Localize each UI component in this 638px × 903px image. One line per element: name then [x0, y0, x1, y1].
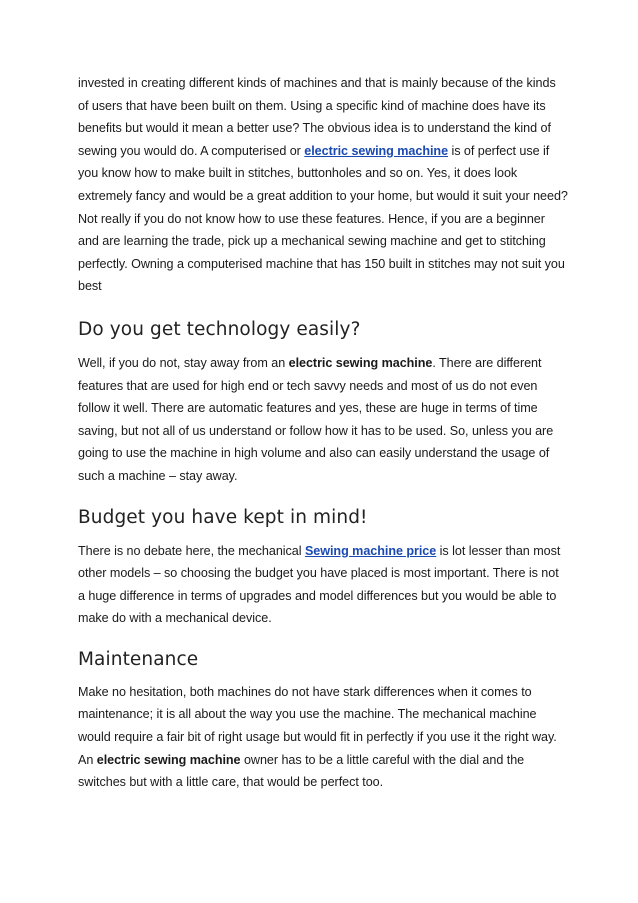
maintenance-heading: Maintenance: [78, 648, 199, 670]
budget-text-1: There is no debate here, the mechanical: [78, 543, 305, 558]
technology-paragraph: [78, 352, 568, 488]
document-page: [78, 72, 568, 794]
technology-heading: Do you get technology easily?: [78, 318, 361, 340]
technology-text-1: Well, if you do not, stay away from an: [78, 355, 289, 370]
budget-paragraph: [78, 540, 568, 630]
technology-text-2: . There are different features that are used for high end or tech savvy needs and most of us do not even follow it well. There are automatic features and yes, these are huge in terms of time saving, but not all of us understand or follow how it has to be used. So, unless you are going to use the machine in high volume and also can easily understand the usage of such a machine – stay away.: [78, 355, 554, 483]
sewing-machine-price-link[interactable]: Sewing machine price: [304, 543, 437, 558]
maintenance-paragraph: [78, 681, 568, 794]
intro-paragraph: [78, 72, 568, 298]
maintenance-text-2: owner has to be a little careful with the dial and the switches but with a little care, that would be perfect too.: [78, 752, 525, 790]
budget-text-2: is lot lesser than most other models – so choosing the budget you have placed is most important. There is not a huge difference in terms of upgrades and model differences but you would be able to make do with a mechanical device.: [78, 543, 561, 626]
technology-bold-term: electric sewing machine: [288, 355, 433, 370]
electric-sewing-machine-link[interactable]: electric sewing machine: [304, 143, 449, 158]
budget-heading: Budget you have kept in mind!: [78, 506, 368, 528]
intro-text-2: is of perfect use if you know how to make built in stitches, buttonholes and so on. Yes, it does look extremely fancy and would be a great addition to your home, but would it suit your need? Not really if you do not know how to use these features. Hence, if you are a beginner and are learning the trade, pick up a mechanical sewing machine and get to stitching perfectly. Owning a computerised machine that has 150 built in stitches may not suit you best: [78, 143, 568, 294]
intro-text-1: invested in creating different kinds of machines and that is mainly because of the kinds of users that have been built on them. Using a specific kind of machine does have its benefits but would it mean a better use? The obvious idea is to understand the kind of sewing you would do. A computerised or: [78, 76, 556, 158]
maintenance-text-1: Make no hesitation, both machines do not have stark differences when it comes to maintenance; it is all about the way you use the machine. The mechanical machine would require a fair bit of right usage but would fit in perfectly if you use it the right way. An: [78, 684, 557, 767]
maintenance-bold-term: electric sewing machine: [96, 752, 241, 767]
